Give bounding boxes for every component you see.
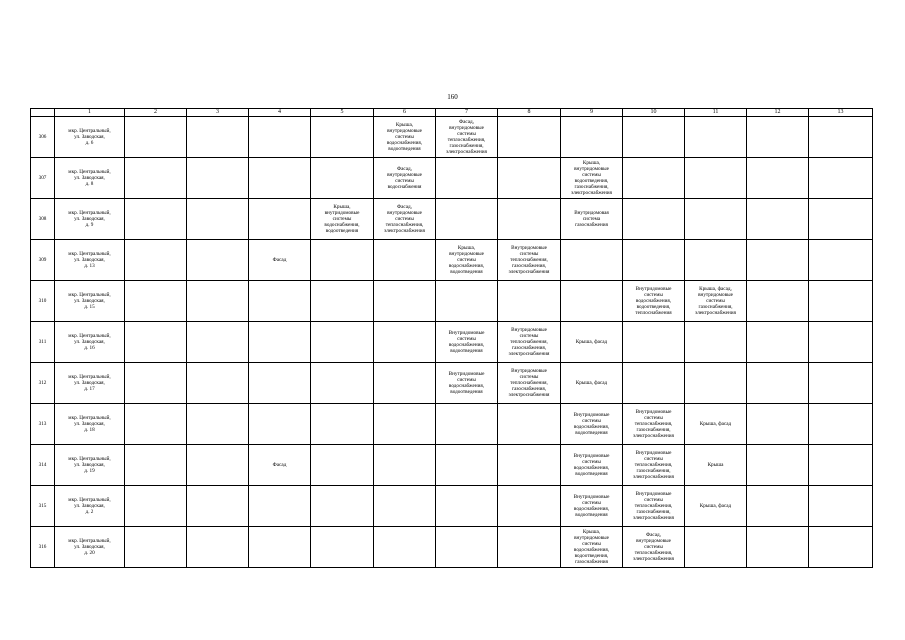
work-cell <box>187 363 249 404</box>
address-text: мкр. Центральный, ул. Заводская, д. 13 <box>68 251 111 269</box>
work-cell <box>249 158 311 199</box>
work-cell <box>311 404 374 445</box>
work-text: Внутридомовые системы водоснабжения, водоотведения <box>573 412 610 436</box>
table-row <box>31 199 873 240</box>
work-cell <box>187 322 249 363</box>
work-cell <box>125 240 187 281</box>
table-row <box>31 404 873 445</box>
work-cell <box>809 322 873 363</box>
work-text: Внутридомовые системы водоснабжения, водоотведения <box>448 330 485 354</box>
address-cell <box>55 527 125 568</box>
repair-schedule-table <box>30 108 873 568</box>
work-cell <box>747 445 809 486</box>
work-cell <box>498 117 561 158</box>
work-cell <box>374 281 436 322</box>
work-cell <box>374 404 436 445</box>
address-text: мкр. Центральный, ул. Заводская, д. 8 <box>68 169 111 187</box>
work-cell <box>249 117 311 158</box>
work-cell <box>249 322 311 363</box>
work-cell <box>685 158 747 199</box>
work-cell <box>498 281 561 322</box>
work-cell <box>561 322 623 363</box>
work-cell <box>436 527 498 568</box>
work-text: Крыша, фасад <box>699 503 732 509</box>
work-cell <box>249 486 311 527</box>
work-cell <box>436 117 498 158</box>
work-cell <box>561 199 623 240</box>
work-cell <box>374 158 436 199</box>
work-cell <box>747 199 809 240</box>
work-cell <box>249 363 311 404</box>
work-text: Внутридомовые системы теплоснабжения, газоснабжения, электроснабжения <box>633 491 674 521</box>
work-cell <box>187 404 249 445</box>
work-text: Фасад, внутридомовые системы водоснабжения <box>387 166 422 190</box>
work-cell <box>436 281 498 322</box>
header-cell: 7 <box>436 109 498 117</box>
work-text: Крыша, внутридомовые системы водоснабжения, водоотведения <box>448 245 485 275</box>
work-cell <box>498 445 561 486</box>
work-cell <box>436 158 498 199</box>
work-cell <box>747 363 809 404</box>
work-cell <box>187 199 249 240</box>
work-text: Фасад, внутридомовые системы теплоснабжения, газоснабжения, электроснабжения <box>446 119 487 155</box>
work-cell <box>561 117 623 158</box>
address-text: мкр. Центральный, ул. Заводская, д. 17 <box>68 374 111 392</box>
work-cell <box>125 322 187 363</box>
header-cell: 8 <box>498 109 561 117</box>
table-row <box>31 527 873 568</box>
work-cell <box>685 322 747 363</box>
work-cell <box>498 486 561 527</box>
work-cell <box>125 281 187 322</box>
address-text: мкр. Центральный, ул. Заводская, д. 15 <box>68 292 111 310</box>
work-cell <box>623 117 685 158</box>
work-cell <box>311 445 374 486</box>
work-cell <box>374 486 436 527</box>
work-cell <box>561 281 623 322</box>
row-number: 315 <box>31 486 55 527</box>
work-text: Крыша, фасад <box>575 339 608 345</box>
work-cell <box>311 363 374 404</box>
header-cell: 5 <box>311 109 374 117</box>
work-cell <box>623 281 685 322</box>
address-text: мкр. Центральный, ул. Заводская, д. 9 <box>68 210 111 228</box>
table-row <box>31 281 873 322</box>
work-cell <box>498 527 561 568</box>
work-cell <box>374 527 436 568</box>
work-cell <box>747 158 809 199</box>
work-cell <box>747 322 809 363</box>
work-text: Крыша, внутридомовые системы водоснабжения, водоотведения <box>386 122 423 152</box>
work-cell <box>685 363 747 404</box>
work-cell <box>311 322 374 363</box>
work-text: Внутридомовая система газоснабжения <box>574 210 609 228</box>
row-number: 310 <box>31 281 55 322</box>
header-cell: 3 <box>187 109 249 117</box>
header-cell: 2 <box>125 109 187 117</box>
work-cell <box>311 527 374 568</box>
work-cell <box>809 404 873 445</box>
work-text: Внутридомовые системы теплоснабжения, газоснабжения, электроснабжения <box>508 245 550 275</box>
address-cell <box>55 240 125 281</box>
work-text: Внутридомовые системы теплоснабжения, газоснабжения, электроснабжения <box>633 450 674 480</box>
work-cell <box>187 445 249 486</box>
work-cell <box>809 281 873 322</box>
address-cell <box>55 322 125 363</box>
work-cell <box>747 527 809 568</box>
work-cell <box>374 240 436 281</box>
table-body <box>31 117 873 568</box>
work-cell <box>311 117 374 158</box>
work-cell <box>685 240 747 281</box>
work-cell <box>125 445 187 486</box>
work-cell <box>436 240 498 281</box>
address-cell <box>55 363 125 404</box>
table-row <box>31 322 873 363</box>
work-cell <box>623 445 685 486</box>
work-cell <box>561 158 623 199</box>
work-cell <box>623 363 685 404</box>
table-row <box>31 117 873 158</box>
work-cell <box>561 486 623 527</box>
work-cell <box>436 486 498 527</box>
row-number: 306 <box>31 117 55 158</box>
work-cell <box>311 486 374 527</box>
work-cell <box>498 404 561 445</box>
work-cell <box>125 158 187 199</box>
header-cell: 6 <box>374 109 436 117</box>
work-cell <box>436 363 498 404</box>
work-cell <box>187 240 249 281</box>
work-cell <box>561 240 623 281</box>
page-number: 160 <box>447 93 458 101</box>
work-text: Внутридомовые системы теплоснабжения, газоснабжения, электроснабжения <box>508 368 550 398</box>
work-cell <box>809 527 873 568</box>
work-cell <box>249 281 311 322</box>
address-text: мкр. Центральный, ул. Заводская, д. 2 <box>68 497 111 515</box>
table-row <box>31 363 873 404</box>
work-text: Фасад, внутридомовые системы теплоснабжения, электроснабжения <box>633 532 674 562</box>
work-cell <box>685 117 747 158</box>
work-cell <box>685 199 747 240</box>
work-cell <box>747 240 809 281</box>
work-cell <box>249 445 311 486</box>
header-cell <box>31 109 55 117</box>
work-cell <box>623 322 685 363</box>
work-text: Внутридомовые системы водоснабжения, водоотведения <box>573 494 610 518</box>
work-cell <box>498 199 561 240</box>
work-cell <box>436 199 498 240</box>
work-cell <box>561 527 623 568</box>
header-cell: 9 <box>561 109 623 117</box>
row-number: 314 <box>31 445 55 486</box>
work-cell <box>623 240 685 281</box>
row-number: 316 <box>31 527 55 568</box>
work-cell <box>809 117 873 158</box>
row-number: 307 <box>31 158 55 199</box>
address-text: мкр. Центральный, ул. Заводская, д. 20 <box>68 538 111 556</box>
work-cell <box>125 117 187 158</box>
work-cell <box>249 404 311 445</box>
address-text: мкр. Центральный, ул. Заводская, д. 19 <box>68 456 111 474</box>
work-cell <box>809 486 873 527</box>
row-number: 312 <box>31 363 55 404</box>
work-text: Крыша, фасад <box>699 421 732 427</box>
row-number: 311 <box>31 322 55 363</box>
table-row <box>31 486 873 527</box>
work-cell <box>187 117 249 158</box>
work-cell <box>685 486 747 527</box>
header-cell: 4 <box>249 109 311 117</box>
work-cell <box>561 363 623 404</box>
address-text: мкр. Центральный, ул. Заводская, д. 6 <box>68 128 111 146</box>
work-cell <box>374 322 436 363</box>
work-cell <box>125 404 187 445</box>
work-cell <box>498 240 561 281</box>
work-cell <box>498 363 561 404</box>
work-cell <box>249 240 311 281</box>
address-cell <box>55 281 125 322</box>
address-cell <box>55 486 125 527</box>
work-cell <box>685 445 747 486</box>
address-cell <box>55 199 125 240</box>
work-cell <box>125 486 187 527</box>
work-cell <box>623 158 685 199</box>
header-cell: 1 <box>55 109 125 117</box>
work-cell <box>623 527 685 568</box>
work-cell <box>125 199 187 240</box>
work-text: Фасад <box>272 257 287 263</box>
work-cell <box>623 404 685 445</box>
work-cell <box>623 486 685 527</box>
table-row <box>31 445 873 486</box>
header-row <box>31 109 873 117</box>
work-cell <box>685 404 747 445</box>
work-text: Крыша, внутридомовые системы водоснабжения, водоотведения, газоснабжения <box>573 529 610 565</box>
address-cell <box>55 117 125 158</box>
work-cell <box>249 527 311 568</box>
address-text: мкр. Центральный, ул. Заводская, д. 16 <box>68 333 111 351</box>
work-text: Внутридомовые системы водоснабжения, водоотведения, теплоснабжения <box>635 286 672 316</box>
work-cell <box>187 486 249 527</box>
work-cell <box>747 486 809 527</box>
work-cell <box>187 527 249 568</box>
header-cell: 12 <box>747 109 809 117</box>
address-cell <box>55 445 125 486</box>
work-cell <box>125 527 187 568</box>
work-text: Крыша, внутридомовые системы водоотведения, газоснабжения, электроснабжения <box>571 160 612 196</box>
work-cell <box>187 281 249 322</box>
work-cell <box>809 363 873 404</box>
work-cell <box>809 445 873 486</box>
work-cell <box>809 158 873 199</box>
header-cell: 10 <box>623 109 685 117</box>
work-cell <box>374 445 436 486</box>
work-cell <box>374 117 436 158</box>
work-cell <box>561 404 623 445</box>
work-cell <box>685 281 747 322</box>
work-cell <box>436 322 498 363</box>
row-number: 309 <box>31 240 55 281</box>
work-cell <box>311 158 374 199</box>
address-cell <box>55 404 125 445</box>
work-cell <box>498 158 561 199</box>
address-text: мкр. Центральный, ул. Заводская, д. 18 <box>68 415 111 433</box>
work-cell <box>685 527 747 568</box>
work-cell <box>187 158 249 199</box>
row-number: 313 <box>31 404 55 445</box>
work-cell <box>809 240 873 281</box>
work-cell <box>311 281 374 322</box>
work-cell <box>125 363 187 404</box>
work-cell <box>311 240 374 281</box>
work-cell <box>747 281 809 322</box>
table-row <box>31 240 873 281</box>
table-row <box>31 158 873 199</box>
work-cell <box>436 445 498 486</box>
work-text: Внутридомовые системы теплоснабжения, газоснабжения, электроснабжения <box>633 409 674 439</box>
work-cell <box>311 199 374 240</box>
work-cell <box>809 199 873 240</box>
work-text: Внутридомовые системы водоснабжения, водоотведения <box>448 371 485 395</box>
row-number: 308 <box>31 199 55 240</box>
work-cell <box>623 199 685 240</box>
work-text: Крыша <box>707 462 724 468</box>
work-cell <box>747 117 809 158</box>
work-cell <box>561 445 623 486</box>
work-cell <box>436 404 498 445</box>
header-cell: 11 <box>685 109 747 117</box>
work-text: Фасад <box>272 462 287 468</box>
work-text: Внутридомовые системы водоснабжения, водоотведения <box>573 453 610 477</box>
work-text: Фасад, внутридомовые системы теплоснабжения, электроснабжения <box>384 204 425 234</box>
header-cell: 13 <box>809 109 873 117</box>
work-cell <box>498 322 561 363</box>
work-cell <box>374 363 436 404</box>
work-text: Крыша, фасад <box>575 380 608 386</box>
work-cell <box>374 199 436 240</box>
work-text: Крыша, фасад, внутридомовые системы газоснабжения, электроснабжения <box>695 286 736 316</box>
work-text: Внутридомовые системы теплоснабжения, газоснабжения, электроснабжения <box>508 327 550 357</box>
work-cell <box>747 404 809 445</box>
address-cell <box>55 158 125 199</box>
work-text: Крыша, внутридомовые системы водоснабжения, водоотведения <box>324 204 360 234</box>
work-cell <box>249 199 311 240</box>
